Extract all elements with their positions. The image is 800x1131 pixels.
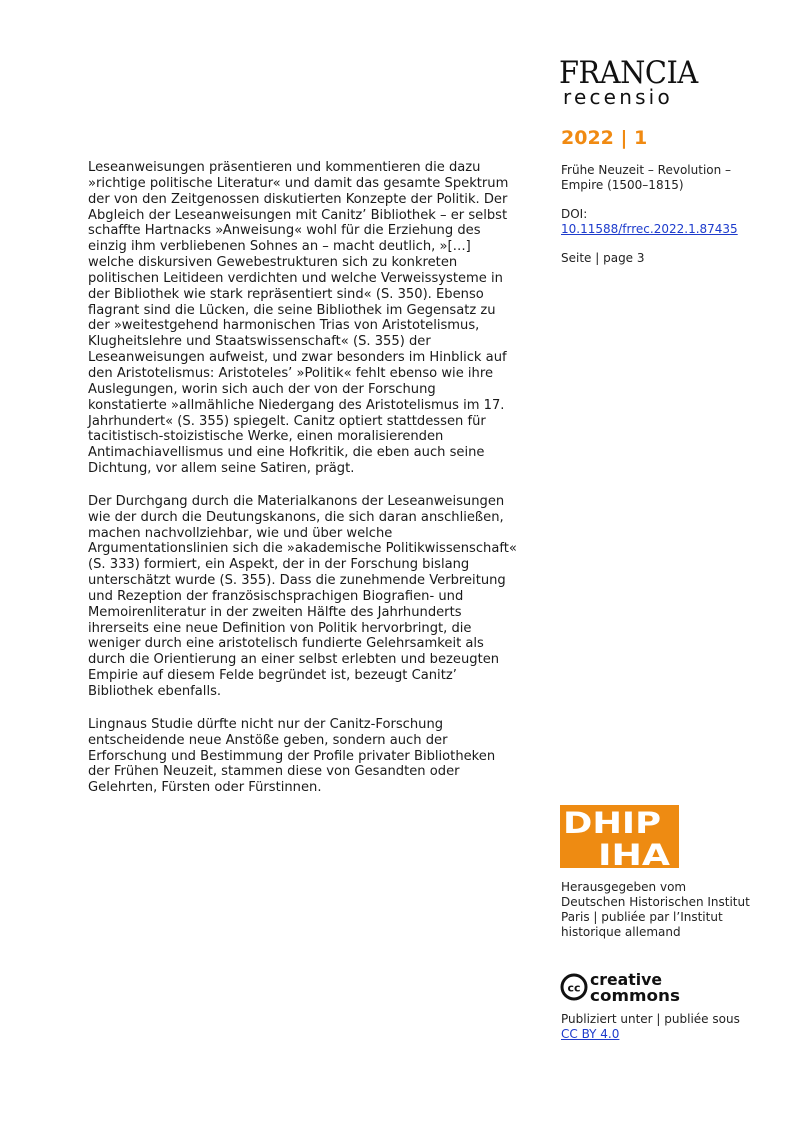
svg-text:commons: commons <box>590 986 680 1004</box>
page-number: Seite | page 3 <box>561 251 645 265</box>
svg-text:DHIP: DHIP <box>563 806 661 840</box>
doi-label: DOI: <box>561 207 588 221</box>
doi-link[interactable]: 10.11588/frrec.2022.1.87435 <box>561 222 738 236</box>
logo-title: FRANCIA <box>559 55 698 91</box>
logo-subtitle: recensio <box>563 85 673 109</box>
paragraph: Lingnaus Studie dürfte nicht nur der Canitz-Forschung entscheidende neue Anstöße geben, sondern auch der Erforschung und Bestimmung der Profile privater Bibliotheken der Frühen Neuzeit, stammen diese von Gesandten oder Gelehrten, Fürsten oder Fürstinnen. <box>88 716 496 796</box>
dhip-iha-logo <box>560 805 679 868</box>
creative-commons-logo <box>560 970 690 1004</box>
paragraph: Der Durchgang durch die Materialkanons der Leseanweisungen wie der durch die Deutungskanons, die sich daran anschließen, machen nachvollziehbar, wie und über welche Argumentationslinien sich die »akademische Politikwissenschaft« (S. 333) formiert, ein Aspekt, der in der Forschung bislang unterschätzt wurde (S. 355). Dass die zunehmende Verbreitung und Rezeption der französischsprachigen Biografien- und Memoirenliteratur in der zweiten Hälfte des Jahrhunderts ihrerseits eine neue Definition von Politik hervorbringt, die weniger durch eine aristotelisch fundierte Gelehrsamkeit als durch die Orientierung an einer selbst erlebten und bezeugten Empirie auf diesem Felde begründet ist, bezeugt Canitz’ Bibliothek ebenfalls. <box>88 493 517 699</box>
review-body <box>88 160 518 813</box>
svg-text:creative: creative <box>590 970 663 989</box>
svg-text:IHA: IHA <box>598 838 671 868</box>
svg-text:cc: cc <box>567 981 581 995</box>
francia-recensio-logo <box>559 55 719 109</box>
period-label: Frühe Neuzeit – Revolution – Empire (1500–1815) <box>561 163 732 192</box>
doi-block <box>561 207 746 237</box>
publisher-note: Herausgegeben vom Deutschen Historischen Institut Paris | publiée par l’Institut historique allemand <box>561 880 750 939</box>
license-block <box>561 1012 751 1042</box>
paragraph: Leseanweisungen präsentieren und kommentieren die dazu »richtige politische Literatur« und damit das gesamte Spektrum der von den Zeitgenossen diskutierten Konzepte der Politik. Der Abgleich der Leseanweisungen mit Canitz’ Bibliothek – er selbst schaffte Hartnacks »Anweisung« wohl für die Erziehung des einzig ihm verbliebenen Sohnes an – macht deutlich, »[…] welche diskursiven Gewebestrukturen sich zu konkreten politischen Leitideen verdichten und welche Verweissysteme in der Bibliothek wie stark repräsentiert sind« (S. 350). Ebenso flagrant sind die Lücken, die seine Bibliothek im Gegensatz zu der »weitestgehend harmonischen Trias von Aristotelismus, Klugheitslehre und Staatswissenschaft« (S. 355) der Leseanweisungen aufweist, und zwar besonders im Hinblick auf den Aristotelismus: Aristoteles’ »Politik« fehlt ebenso wie ihre Auslegungen, worin sich auch der von der Forschung konstatierte »allmähliche Niedergang des Aristotelismus im 17. Jahrhundert« (S. 355) spiegelt. Canitz optiert stattdessen für tacitistisch-stoizistische Werke, einen moralisierenden Antimachiavellismus und eine Hofkritik, die eben auch seine Dichtung, vor allem seine Satiren, prägt. <box>88 160 509 477</box>
issue-number: 2022 | 1 <box>561 127 648 149</box>
license-link[interactable]: CC BY 4.0 <box>561 1027 620 1041</box>
license-label: Publiziert unter | publiée sous <box>561 1012 740 1026</box>
